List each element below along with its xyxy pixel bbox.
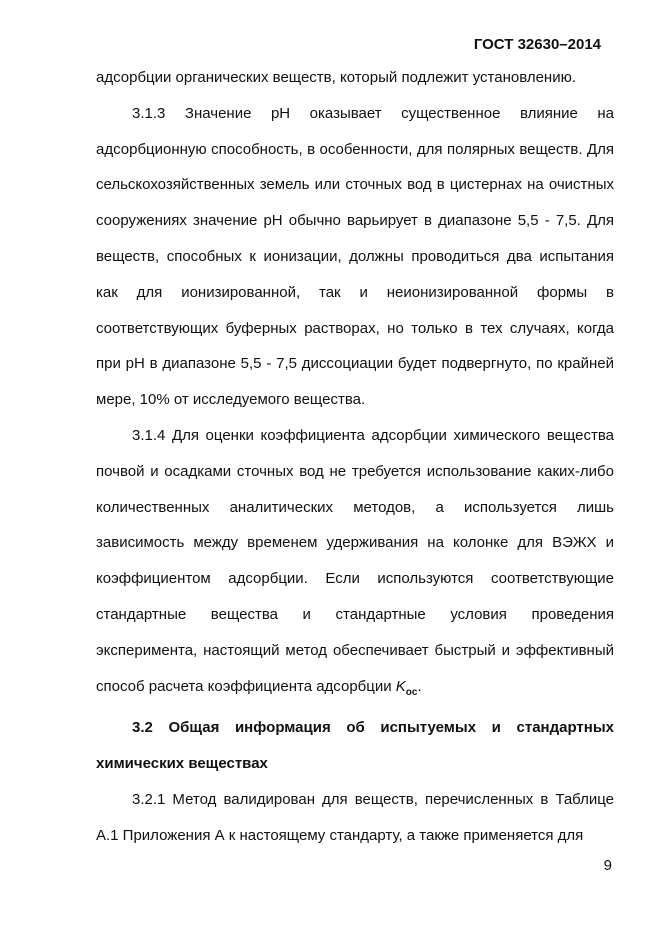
paragraph-3-2-1: 3.2.1 Метод валидирован для веществ, перечисленных в Таблице А.1 Приложения А к настоящему стандарту, а также применяется для [96, 790, 614, 844]
koc-subscript: oc [405, 686, 418, 698]
page-number: 9 [603, 857, 612, 874]
paragraph-3-1-4-text: 3.1.4 Для оценки коэффициента адсорбции химического вещества почвой и осадками сточных вод не требуется использование каких-либо количественных аналитических методов, а используется лишь зависимость между временем удерживания на колонке для ВЭЖХ и коэффициентом адсорбции. Если используются соответствующие стандартные вещества и стандартные условия проведения эксперимента, настоящий метод обеспечивает быстрый и эффективный способ расчета коэффициента адсорбции [96, 426, 614, 695]
document-body [96, 60, 614, 854]
paragraph-3-1-4: 3.1.4 Для оценки коэффициента адсорбции химического вещества почвой и осадками сточных вод не требуется использование каких-либо количественных аналитических методов, а используется лишь зависимость между временем удерживания на колонке для ВЭЖХ и коэффициентом адсорбции. Если используются соответствующие стандартные вещества и стандартные условия проведения эксперимента, настоящий метод обеспечивает быстрый и эффективный способ расчета коэффициента адсорбции $K_{oc}$. [96, 426, 614, 698]
koc-symbol: $K_{oc}$ [395, 677, 418, 698]
paragraph-continuation: адсорбции органических веществ, который подлежит установлению. [96, 69, 577, 86]
section-heading-3-2: 3.2 Общая информация об испытуемых и стандартных химических веществах [96, 719, 614, 773]
paragraph-3-1-3: 3.1.3 Значение pH оказывает существенное влияние на адсорбционную способность, в особенности, для полярных веществ. Для сельскохозяйственных земель или сточных вод в цистернах на очистных сооружениях значение pH обычно варьирует в диапазоне 5,5 - 7,5. Для веществ, способных к ионизации, должны проводиться два испытания как для ионизированной, так и неионизированной формы в соответствующих буферных растворах, но только в тех случаях, когда при pH в диапазоне 5,5 - 7,5 диссоциации будет подвергнуто, по крайней мере, 10% от исследуемого вещества. [96, 104, 614, 409]
document-code: ГОСТ 32630–2014 [473, 36, 601, 53]
